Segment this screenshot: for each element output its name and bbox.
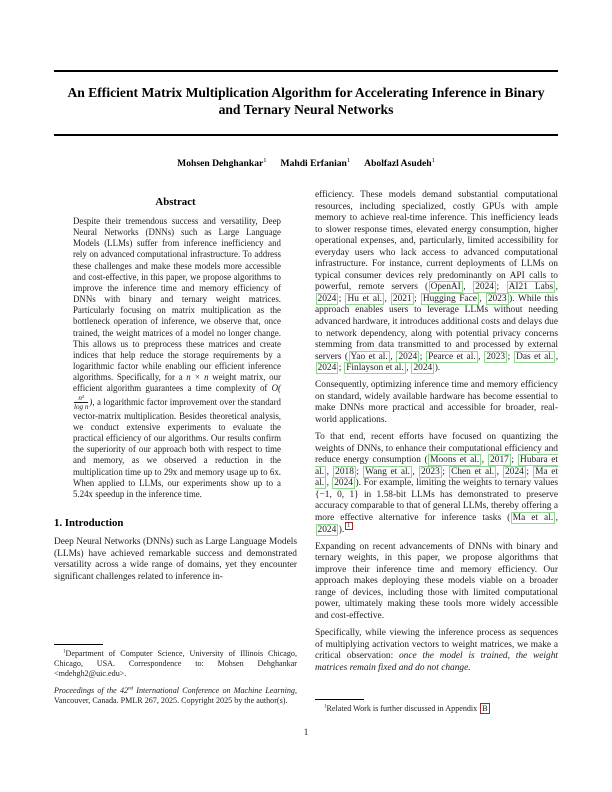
citation-link[interactable]: 2023 <box>487 293 507 304</box>
footnote-marker: 1 <box>63 649 66 655</box>
citation-link[interactable]: Hubara et al. <box>315 455 558 477</box>
emphasized-text: once the model is trained, the weight matrices remain fixed and do not change. <box>315 651 558 673</box>
citation-link[interactable]: Finlayson et al. <box>346 363 404 374</box>
citation-link[interactable]: Chen et al. <box>451 466 495 477</box>
citation-link[interactable]: Hugging Face <box>422 293 477 304</box>
author-name: Mohsen Dehghankar$^1$ <box>177 156 267 169</box>
body-paragraph: efficiency. These models demand substantial computational resources, including specialized, costly GPUs with ample memory to achieve real-time inference. This inefficiency leads to slower response times, elevated energy consumption, higher operational expenses, and, particularly, limited accessibility for everyday users who lack access to advanced computational infrastructure. For instance, current deployments of LLMs on typical consumer devices rely predominantly on API calls to powerful, remote servers ( OpenAI , 2024 ; AI21 Labs , 2024 ; Hu et al. , 2021 ; Hugging Face , 2023 ). While this approach enables users to leverage LLMs without needing advanced hardware, it introduces additional costs and delays due to network dependency, along with potential privacy concerns stemming from data transmitted to and processed by external servers ( Yao et al. , 2024 ; Pearce et al. , 2023 ; Das et al. , 2024 ; Finlayson et al. , 2024 ). <box>315 190 559 374</box>
paper-title: An Efficient Matrix Multiplication Algorithm for Accelerating Inference in Binary and Ternary Neural Networks <box>67 85 545 117</box>
citation-link[interactable]: 2023 <box>421 466 440 477</box>
appendix-ref-link[interactable]: B <box>480 703 490 714</box>
citation-link[interactable]: Pearce et al. <box>428 351 476 362</box>
citation-link[interactable]: 2017 <box>490 455 509 466</box>
math-fraction: $\frac{\text{n²}}{\text{log n}}$ <box>74 393 89 411</box>
abstract-heading: Abstract <box>155 196 196 208</box>
footnote-marker: 1 <box>324 704 327 710</box>
proceedings-notice: Proceedings of the 42nd International Conference on Machine Learning, Vancouver, Canada. PMLR 267, 2025. Copyright 2025 by the author(s). <box>54 686 297 706</box>
citation-link[interactable]: Moons et al. <box>430 455 480 466</box>
citation-link[interactable]: 2024 <box>334 478 353 489</box>
ordinal-suffix: nd <box>128 686 134 692</box>
emphasized-text: Proceedings of the 42 <box>54 686 129 696</box>
left-column <box>54 195 297 583</box>
citation-link[interactable]: 2024 <box>317 524 337 535</box>
introduction-paragraph: Deep Neural Networks (DNNs) such as Large Language Models (LLMs) have achieved remarkable success and demonstrated versatility across a wide range of domains, yet they encounter significant challenges related to inference in- <box>54 537 297 582</box>
citation-link[interactable]: Ma et al. <box>512 512 554 523</box>
citation-link[interactable]: 2023 <box>486 351 506 362</box>
citation-link[interactable]: 2024 <box>317 363 337 374</box>
citation-link[interactable]: 2024 <box>505 466 524 477</box>
author-name: Mahdi Erfanian$^1$ <box>280 156 351 169</box>
citation-link[interactable]: Yao et al. <box>350 351 388 362</box>
citation-link[interactable]: OpenAI <box>430 282 461 293</box>
citation-link[interactable]: 2018 <box>335 466 354 477</box>
body-paragraph: Expanding on recent advancements of DNNs with binary and ternary weights, in this paper, we propose algorithms that improve their inference time and memory efficiency. Our approach makes deploying these models viable on a broader range of devices, including those with limited computational power, ultimately making these tools more widely accessible and cost-effective. <box>315 541 558 621</box>
citation-link[interactable]: 2021 <box>392 293 412 304</box>
author-name: Abolfazl Asudeh$^1$ <box>364 156 435 169</box>
section-heading-introduction: 1. Introduction <box>54 517 124 529</box>
inline-math: n × n <box>186 372 209 383</box>
affiliation-footnote: $^1$Department of Computer Science, University of Illinois Chicago, Chicago, USA. Correspondence to: Mohsen Dehghankar <mdehgh2@uic.edu>. <box>54 649 297 678</box>
citation-link[interactable]: Ma et al. <box>315 466 559 489</box>
body-paragraph: To that end, recent efforts have focused on quantizing the weights of DNNs, to enhance their computational efficiency and reduce energy consumption ( Moons et al. , 2017 ; Hubara et al. , 2018 ; Wang et al. , 2023 ; Chen et al. , 2024 ; Ma et al. , 2024 ). For example, limiting the weights to ternary values {−1, 0, 1} in 1.58-bit LLMs has demonstrated to preserve accuracy comparable to that of general LLMs, thereby offering a more effective alternative for inference tasks ( Ma et al. , 2024 ). $^1$ <box>315 432 559 535</box>
citation-link[interactable]: 2024 <box>317 293 337 304</box>
footnote-rule <box>315 699 364 700</box>
footnote-rule <box>54 644 103 645</box>
citation-link[interactable]: Das et al. <box>516 351 554 362</box>
abstract-body: Despite their tremendous success and versatility, Deep Neural Networks (DNNs) such as Large Language Models (LLMs) suffer from inference inefficiency and rely on advanced computational infrastructure. To address these challenges and make these models more accessible and cost-effective, in this paper, we propose algorithms to improve the inference time and memory efficiency of DNNs with binary and ternary weight matrices. Particularly focusing on matrix multiplication as the bottleneck operation of inference, we observe that, once trained, the weight matrices of a model no longer change. This allows us to preprocess these matrices and create indices that help reduce the storage requirements by a logarithmic factor while enabling our efficient inference algorithms. Specifically, for a n × n weight matrix, our efficient algorithm guarantees a time complexity of O( $\frac{\text{n²}}{\text{log n}}$ ), a logarithmic factor improvement over the standard vector-matrix multiplication. Besides theoretical analysis, we conduct extensive experiments to evaluate the practical efficiency of our algorithms. Our results confirm the superiority of our approach both with respect to time and memory, as we observed a reduction in the multiplication time up to 29x and memory usage up to 6x. When applied to LLMs, our experiments show up to a 5.24x speedup in the inference time. <box>73 216 282 499</box>
citation-link[interactable]: 2024 <box>398 351 418 362</box>
inline-math: ) <box>89 396 93 407</box>
body-paragraph: Consequently, optimizing inference time and memory efficiency on standard, widely available hardware has become essential to make DNNs more practical and accessible for broader, real-world applications. <box>315 380 558 425</box>
citation-link[interactable]: AI21 Labs <box>508 282 554 293</box>
affiliation-marker: 1 <box>431 156 435 164</box>
footnote-marker-link[interactable]: 1 <box>345 522 353 530</box>
affiliation-marker: 1 <box>263 156 267 164</box>
citation-link[interactable]: Wang et al. <box>365 466 411 477</box>
header-rule-bottom <box>54 134 558 136</box>
inline-math: O( <box>271 383 281 394</box>
header-rule-top <box>54 70 558 72</box>
citation-link[interactable]: 2024 <box>413 363 433 374</box>
affiliation-marker: 1 <box>346 156 351 164</box>
author-line <box>0 158 612 169</box>
left-footnote-block <box>54 644 297 706</box>
citation-link[interactable]: 2024 <box>475 282 494 293</box>
related-work-footnote: $^1$Related Work is further discussed in Appendix B <box>315 704 558 714</box>
right-column <box>315 190 558 680</box>
page-number: 1 <box>303 727 309 737</box>
emphasized-text: International Conference on Machine Learning <box>133 686 295 696</box>
citation-link[interactable]: Hu et al. <box>347 293 382 304</box>
right-footnote-block <box>315 699 558 714</box>
body-paragraph: Specifically, while viewing the inference process as sequences of multiplying activation vectors to weight matrices, we make a critical observation: once the model is trained, the weight matrices remain fixed and do not change. <box>315 628 558 673</box>
